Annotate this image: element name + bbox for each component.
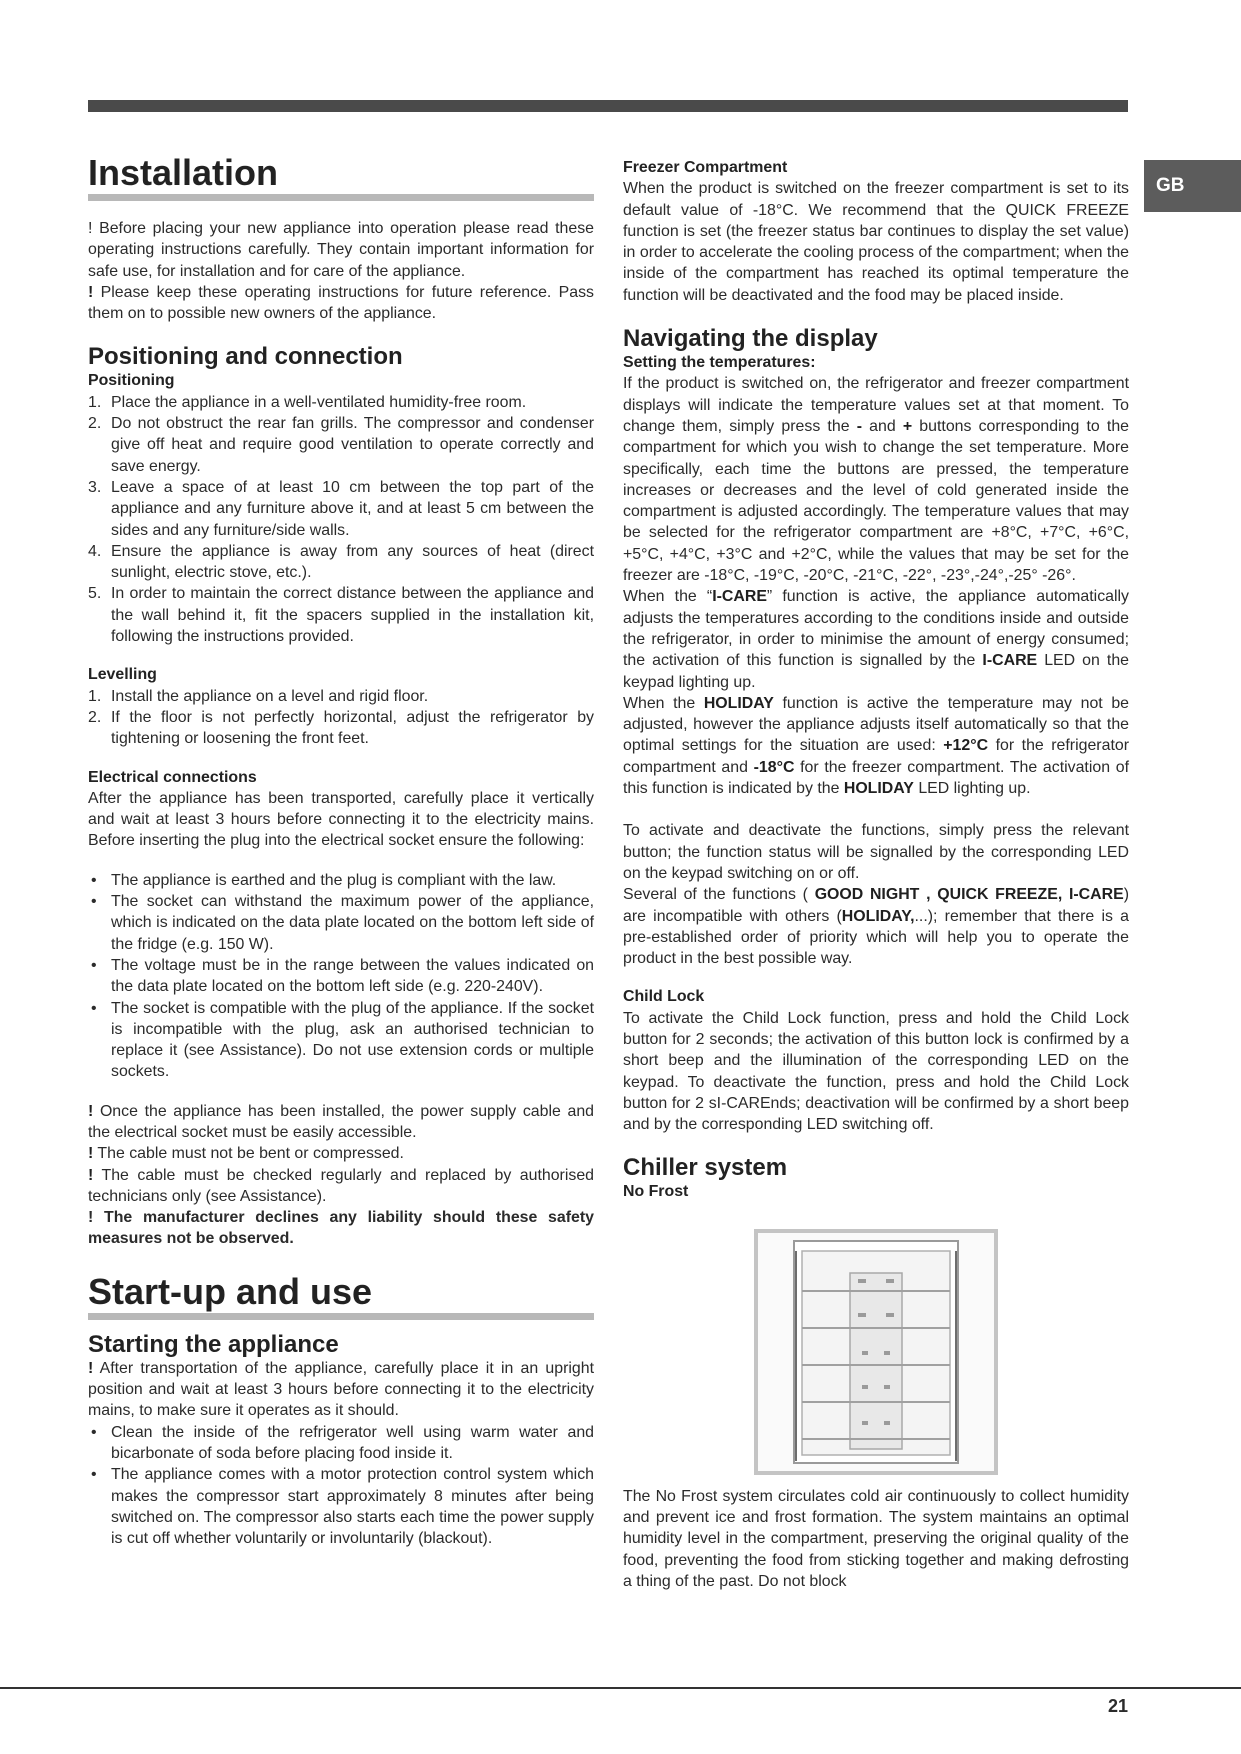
section-title-installation: Installation xyxy=(88,153,594,201)
incompatible-functions-paragraph: Several of the functions ( GOOD NIGHT , QUICK FREEZE, I-CARE) are incompatible with others (HOLIDAY,...); remember that there is a pre-established order of priority which will help you to operate the product in the best possible way. xyxy=(623,886,1129,968)
list-item: 3. Leave a space of at least 10 cm between the top part of the appliance and any furniture above it, and at least 5 cm between the sides and any furniture/side walls. xyxy=(88,478,594,539)
freezer-drawing xyxy=(758,1233,994,1471)
header-rule xyxy=(88,100,1128,112)
electrical-intro: After the appliance has been transported, carefully place it vertically and wait at least 3 hours before connecting it to the electricity mains. Before inserting the plug into the electrical socket ensure the following: xyxy=(88,789,594,850)
list-item: 2. If the floor is not perfectly horizontal, adjust the refrigerator by tightening or loosening the front feet. xyxy=(88,708,594,748)
warning-3: ! The cable must be checked regularly and replaced by authorised technicians only (see Assistance). xyxy=(88,1166,594,1205)
list-item: • The voltage must be in the range between the values indicated on the data plate located on the bottom left side (e.g. 220-240V). xyxy=(91,956,594,996)
heading-starting-appliance: Starting the appliance xyxy=(88,1330,339,1358)
heading-navigating-display: Navigating the display xyxy=(623,325,878,353)
list-item: • The appliance is earthed and the plug is compliant with the law. xyxy=(91,871,557,889)
positioning-list xyxy=(88,392,594,648)
subheading-setting-temperatures: Setting the temperatures: xyxy=(623,354,816,372)
warning-liability: ! The manufacturer declines any liability should these safety measures not be observed. xyxy=(88,1209,594,1248)
icare-paragraph: When the “I-CARE” function is active, the appliance automatically adjusts the temperatures according to the conditions inside and outside the refrigerator, in order to minimise the amount of energy consumed; the activation of this function is signalled by the I-CARE LED on the keypad lighting up. xyxy=(623,588,1129,691)
list-item: 4. Ensure the appliance is away from any sources of heat (direct sunlight, electric stove, etc.). xyxy=(88,542,594,582)
language-tab: GB xyxy=(1144,160,1241,212)
subheading-freezer: Freezer Compartment xyxy=(623,159,788,176)
right-column xyxy=(623,157,1129,1592)
subheading-child-lock: Child Lock xyxy=(623,988,705,1006)
list-item: 1. Install the appliance on a level and rigid floor. xyxy=(88,687,429,705)
warning-2: ! The cable must not be bent or compressed. xyxy=(88,1145,404,1163)
heading-chiller-system: Chiller system xyxy=(623,1154,788,1182)
subheading-positioning: Positioning xyxy=(88,372,175,390)
activate-paragraph: To activate and deactivate the functions, simply press the relevant button; the function status will be signalled by the corresponding LED on the keypad switching on or off. xyxy=(623,822,1129,882)
list-item: 1. Place the appliance in a well-ventilated humidity-free room. xyxy=(88,393,527,411)
child-lock-paragraph: To activate the Child Lock function, press and hold the Child Lock button for 2 seconds; the activation of this button lock is confirmed by a short beep and the illumination of the corresponding LED on the keypad. To deactivate the function, press and hold the Child Lock button for 2 sI-CAREnds; deactivation will be confirmed by a short beep and by the corresponding LED switching off. xyxy=(623,1009,1129,1134)
freezer-illustration xyxy=(623,1229,1129,1475)
footer-rule xyxy=(0,1687,1241,1689)
subheading-levelling: Levelling xyxy=(88,666,157,684)
subheading-electrical: Electrical connections xyxy=(88,768,257,786)
page-number: 21 xyxy=(1107,1696,1128,1716)
list-item: • The socket can withstand the maximum power of the appliance, which is indicated on the data plate located on the bottom left side of the fridge (e.g. 150 W). xyxy=(91,893,594,953)
list-item: • Clean the inside of the refrigerator well using warm water and bicarbonate of soda before placing food inside it. xyxy=(91,1423,594,1462)
electrical-list xyxy=(88,870,594,1083)
section-title-startup: Start-up and use xyxy=(88,1272,594,1320)
temperatures-paragraph: If the product is switched on, the refrigerator and freezer compartment displays will indicate the temperature values set at that moment. To change them, simply press the - and + buttons corresponding to the compartment for which you wish to change the set temperature. More specifically, each time the buttons are pressed, the temperature increases or decreases and the level of cold generated inside the compartment is adjusted accordingly. The temperature values that may be selected for the refrigerator compartment are +8°C, +7°C, +6°C, +5°C, +4°C, +3°C and +2°C, while the values that may be set for the freezer are -18°C, -19°C, -20°C, -21°C, -22°, -23°,-24°,-25° -26°. xyxy=(623,375,1129,585)
subheading-no-frost: No Frost xyxy=(623,1183,689,1201)
list-item: 2. Do not obstruct the rear fan grills. The compressor and condenser give off heat and require good ventilation to operate correctly and save energy. xyxy=(88,415,594,475)
warning-1: ! Once the appliance has been installed, the power supply cable and the electrical socket must be easily accessible. xyxy=(88,1102,594,1141)
intro-paragraph: ! Before placing your new appliance into operation please read these operating instructions carefully. They contain important information for safe use, for installation and for care of the appliance. xyxy=(88,220,594,280)
starting-intro: ! After transportation of the appliance, carefully place it in an upright position and wait at least 3 hours before connecting it to the electricity mains, to make sure it operates as it should. xyxy=(88,1359,594,1420)
freezer-interior-image xyxy=(754,1229,998,1475)
starting-list xyxy=(88,1422,594,1550)
levelling-list xyxy=(88,686,594,750)
intro-paragraph-2: ! Please keep these operating instructions for future reference. Pass them on to possible new owners of the appliance. xyxy=(88,283,594,323)
list-item: • The socket is compatible with the plug of the appliance. If the socket is incompatible with the plug, ask an authorised technician to replace it (see Assistance). Do not use extension cords or multiple sockets. xyxy=(91,999,594,1081)
heading-positioning-connection: Positioning and connection xyxy=(88,343,403,371)
list-item: 5. In order to maintain the correct distance between the appliance and the wall behind it, fit the spacers supplied in the installation kit, following the instructions provided. xyxy=(88,585,594,646)
list-item: • The appliance comes with a motor protection control system which makes the compressor start approximately 8 minutes after being switched on. The compressor also starts each time the power supply is cut off whether voluntarily or involuntarily (blackout). xyxy=(91,1466,594,1548)
no-frost-paragraph: The No Frost system circulates cold air continuously to collect humidity and prevent ice and frost formation. The system maintains an optimal humidity level in the compartment, preserving the original quality of the food, preventing the food from sticking together and making defrosting a thing of the past. Do not block xyxy=(623,1487,1129,1590)
holiday-paragraph: When the HOLIDAY function is active the temperature may not be adjusted, however the appliance adjusts itself automatically so that the optimal settings for the situation are used: +12°C for the refrigerator compartment and -18°C for the freezer compartment. The activation of this function is indicated by the HOLIDAY LED lighting up. xyxy=(623,694,1129,798)
freezer-paragraph: When the product is switched on the freezer compartment is set to its default value of -18°C. We recommend that the QUICK FREEZE function is set (the freezer status bar continues to display the set value) in order to accelerate the cooling process of the compartment; when the inside of the compartment has reached its optimal temperature the function will be deactivated and the food may be placed inside. xyxy=(623,180,1129,304)
left-column xyxy=(88,153,594,1549)
